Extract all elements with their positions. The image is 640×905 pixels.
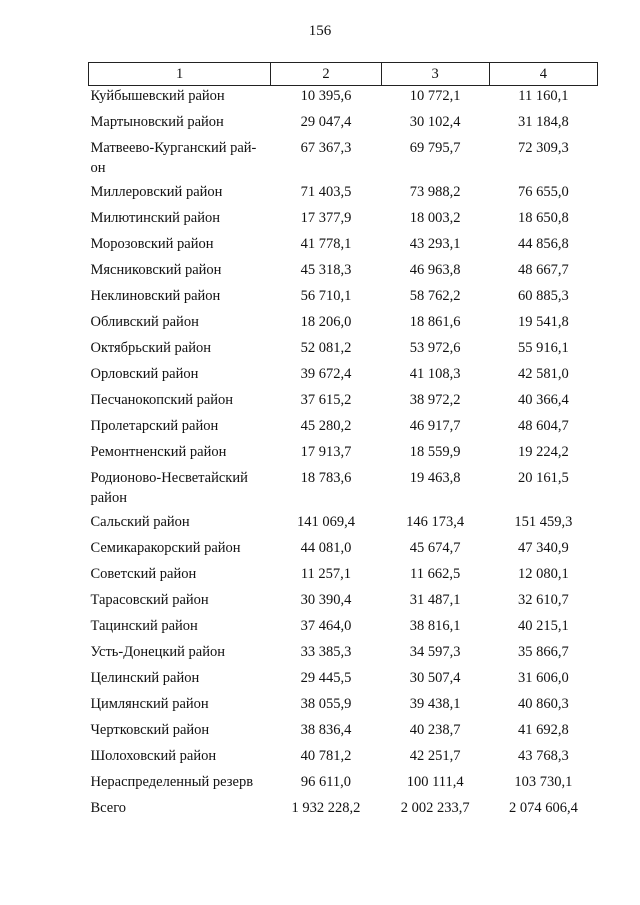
table-row [89, 468, 598, 512]
district-name: Чертковский район [90, 721, 210, 738]
table-row [89, 286, 598, 312]
district-name: Нераспределенный резерв [90, 773, 254, 790]
value-col-2: 41 778,1 [300, 235, 352, 252]
district-name: Октябрьский район [90, 339, 211, 356]
value-col-3: 43 293,1 [409, 235, 461, 252]
value-col-2: 29 445,5 [300, 669, 352, 686]
value-col-4: 41 692,8 [518, 721, 569, 738]
value-col-4: 151 459,3 [514, 513, 573, 530]
value-col-3: 2 002 233,7 [400, 799, 470, 816]
district-name: Семикаракорский район [90, 539, 241, 556]
district-name: Матвеево-Курганский рай- он [90, 139, 257, 176]
value-col-2: 37 464,0 [300, 617, 352, 634]
table-row [89, 746, 598, 772]
table-row [89, 208, 598, 234]
table-row [89, 390, 598, 416]
value-col-2: 37 615,2 [300, 391, 352, 408]
value-col-4: 44 856,8 [518, 235, 569, 252]
value-col-2: 10 395,6 [300, 88, 352, 104]
value-col-4: 103 730,1 [514, 773, 573, 790]
district-name: Морозовский район [90, 235, 214, 252]
value-col-3: 18 559,9 [409, 443, 461, 460]
value-col-3: 34 597,3 [409, 643, 461, 660]
district-name: Тарасовский район [90, 591, 209, 608]
value-col-2: 44 081,0 [300, 539, 352, 556]
value-col-4: 72 309,3 [518, 139, 569, 156]
value-col-4: 40 366,4 [518, 391, 569, 408]
value-col-3: 53 972,6 [409, 339, 461, 356]
value-col-3: 41 108,3 [409, 365, 461, 382]
table-row [89, 442, 598, 468]
column-header-3: 3 [381, 63, 489, 86]
value-col-2: 30 390,4 [300, 591, 352, 608]
value-col-2: 45 318,3 [300, 261, 352, 278]
table-row [89, 86, 598, 112]
table-body [89, 86, 598, 824]
column-header-4: 4 [489, 63, 597, 86]
page-number: 156 [308, 23, 332, 39]
value-col-2: 56 710,1 [300, 287, 352, 304]
allocation-table [88, 62, 598, 824]
value-col-3: 38 972,2 [409, 391, 461, 408]
table-row [89, 590, 598, 616]
value-col-3: 39 438,1 [409, 695, 461, 712]
district-name: Советский район [90, 565, 197, 582]
district-name: Цимлянский район [90, 695, 209, 712]
value-col-2: 33 385,3 [300, 643, 352, 660]
table-row [89, 338, 598, 364]
table-row [89, 138, 598, 182]
table-row [89, 694, 598, 720]
value-col-3: 73 988,2 [409, 183, 461, 200]
value-col-3: 69 795,7 [409, 139, 461, 156]
district-name: Мясниковский район [90, 261, 222, 278]
value-col-4: 32 610,7 [518, 591, 569, 608]
value-col-3: 10 772,1 [409, 88, 461, 104]
table-row [89, 564, 598, 590]
district-name: Орловский район [90, 365, 199, 382]
value-col-4: 47 340,9 [518, 539, 569, 556]
value-col-2: 29 047,4 [300, 113, 352, 130]
value-col-3: 18 861,6 [409, 313, 461, 330]
table-row [89, 260, 598, 286]
table-row [89, 416, 598, 442]
district-name: Песчанокопский район [90, 391, 234, 408]
value-col-3: 19 463,8 [409, 469, 461, 486]
value-col-3: 100 111,4 [406, 773, 464, 790]
column-header-2: 2 [271, 63, 381, 86]
table-row [89, 668, 598, 694]
value-col-4: 55 916,1 [518, 339, 569, 356]
value-col-4: 20 161,5 [518, 469, 569, 486]
value-col-4: 31 184,8 [518, 113, 569, 130]
value-col-2: 11 257,1 [300, 565, 352, 582]
district-name: Пролетарский район [90, 417, 219, 434]
value-col-4: 31 606,0 [518, 669, 569, 686]
value-col-4: 12 080,1 [518, 565, 569, 582]
value-col-2: 38 055,9 [300, 695, 352, 712]
value-col-4: 43 768,3 [518, 747, 569, 764]
value-col-4: 11 160,1 [518, 88, 569, 104]
table-row [89, 720, 598, 746]
district-name: Мартыновский район [90, 113, 224, 130]
column-header-1: 1 [89, 63, 271, 86]
value-col-2: 38 836,4 [300, 721, 352, 738]
value-col-4: 60 885,3 [518, 287, 569, 304]
value-col-4: 48 667,7 [518, 261, 569, 278]
district-name: Шолоховский район [90, 747, 217, 764]
value-col-4: 48 604,7 [518, 417, 569, 434]
table-row [89, 772, 598, 798]
value-col-3: 42 251,7 [409, 747, 461, 764]
table-row [89, 112, 598, 138]
table-row [89, 616, 598, 642]
value-col-3: 58 762,2 [409, 287, 461, 304]
value-col-2: 141 069,4 [296, 513, 355, 530]
table-row [89, 538, 598, 564]
value-col-4: 40 215,1 [518, 617, 569, 634]
value-col-4: 19 224,2 [518, 443, 569, 460]
district-name: Тацинский район [90, 617, 198, 634]
table-row [89, 364, 598, 390]
district-name: Целинский район [90, 669, 200, 686]
district-name: Миллеровский район [90, 183, 223, 200]
value-col-2: 71 403,5 [300, 183, 352, 200]
district-name: Сальский район [90, 513, 190, 530]
value-col-2: 39 672,4 [300, 365, 352, 382]
value-col-2: 52 081,2 [300, 339, 352, 356]
value-col-4: 2 074 606,4 [508, 799, 578, 816]
district-name: Родионово-Несветайский район [90, 469, 248, 506]
value-col-3: 146 173,4 [406, 513, 465, 530]
value-col-3: 30 507,4 [409, 669, 461, 686]
table-row [89, 512, 598, 538]
value-col-4: 18 650,8 [518, 209, 569, 226]
value-col-4: 76 655,0 [518, 183, 569, 200]
value-col-3: 45 674,7 [409, 539, 461, 556]
value-col-4: 19 541,8 [518, 313, 569, 330]
value-col-3: 38 816,1 [409, 617, 461, 634]
table-row [89, 798, 598, 824]
value-col-4: 35 866,7 [518, 643, 569, 660]
value-col-2: 45 280,2 [300, 417, 352, 434]
value-col-2: 17 377,9 [300, 209, 352, 226]
value-col-3: 30 102,4 [409, 113, 461, 130]
value-col-2: 96 611,0 [300, 773, 352, 790]
district-name: Всего [90, 799, 127, 816]
value-col-2: 40 781,2 [300, 747, 352, 764]
value-col-3: 31 487,1 [409, 591, 461, 608]
value-col-2: 17 913,7 [300, 443, 352, 460]
district-name: Ремонтненский район [90, 443, 227, 460]
value-col-2: 67 367,3 [300, 139, 352, 156]
value-col-2: 18 783,6 [300, 469, 352, 486]
table-row [89, 312, 598, 338]
table-header [89, 63, 598, 86]
district-name: Неклиновский район [90, 287, 221, 304]
value-col-2: 18 206,0 [300, 313, 352, 330]
value-col-3: 18 003,2 [409, 209, 461, 226]
district-name: Усть-Донецкий район [90, 643, 225, 660]
value-col-4: 42 581,0 [518, 365, 569, 382]
value-col-4: 40 860,3 [518, 695, 569, 712]
value-col-3: 46 917,7 [409, 417, 461, 434]
table-row [89, 182, 598, 208]
district-name: Милютинский район [90, 209, 220, 226]
table-row [89, 642, 598, 668]
district-name: Обливский район [90, 313, 199, 330]
table-row [89, 234, 598, 260]
district-name: Куйбышевский район [90, 88, 225, 104]
value-col-3: 46 963,8 [409, 261, 461, 278]
value-col-3: 40 238,7 [409, 721, 461, 738]
value-col-2: 1 932 228,2 [291, 799, 361, 816]
header-row [89, 63, 598, 86]
value-col-3: 11 662,5 [410, 565, 461, 582]
